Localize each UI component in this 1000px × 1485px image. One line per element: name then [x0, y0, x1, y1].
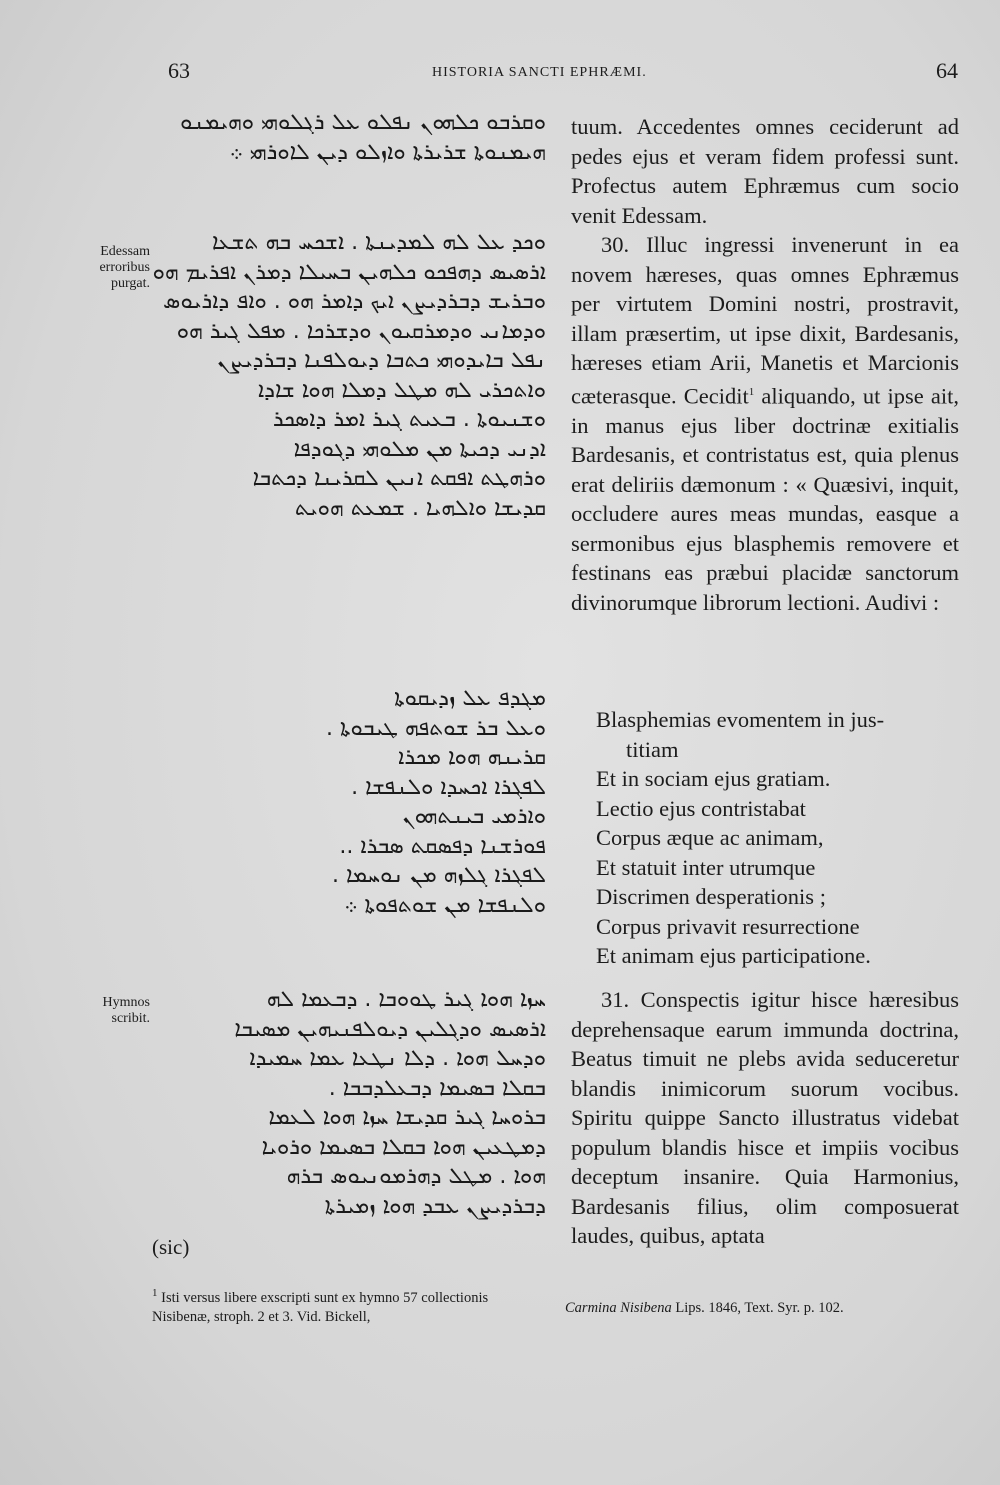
syriac-verse: ܘܠܢܦܫܐ ܡܢ ܫܘܬܦܘܬܐ ܀ — [344, 892, 546, 918]
syriac-line: ܚܙܐ ܗܘܐ ܓܝܪ ܛܘܘܒܐ . ܕܒܥܡܐ ܠܗ — [266, 987, 546, 1012]
latin-verse: Lectio ejus contristabat — [596, 795, 806, 821]
syriac-line: ܩܕܝܫܐ ܘܐܠܗܝܐ . ܫܡܥܬ ܗܘܝܬ — [294, 495, 546, 521]
syriac-verse: ܠܦܓܪܐ ܐܟܚܕܐ ܘܠܢܦܫܐ . — [351, 774, 546, 800]
syriac-line: ܕܒܪܕܝܨܢ ܥܒܕ ܗܘܐ ܙܡܝܪܬܐ — [324, 1193, 546, 1219]
page-header — [0, 58, 1000, 88]
syriac-line: ܕܡܛܥܝܢ ܗܘܐ ܒܩܠܐ ܒܣܝܡܐ ܘܪܘܝܐ — [261, 1134, 546, 1160]
syriac-line: ܘܟܕ ܥܠ ܠܗ ܠܡܕܝܢܬܐ . ܐܫܟܚ ܒܗ ܬܫܥܐ — [212, 230, 546, 255]
syriac-line: ܘܕܡܐܢܝ ܘܕܡܪܩܝܘܢ ܘܕܫܪܟܐ . ܡܦܠ ܓܝܪ ܗܘ — [176, 318, 546, 344]
syriac-line: ܘܐܬܟܪܝ ܠܗ ܡܛܠ ܕܡܠܐ ܗܘܐ ܫܐܕܐ — [257, 377, 546, 403]
page-number-right: 64 — [936, 58, 958, 83]
syriac-column-block-1 — [152, 108, 546, 167]
footnote-left: $^1$ Isti versus libere exscripti sunt ex hymno 57 collectionis Nisibenæ, stroph. 2 et 3. Vid. Bickell, — [152, 1287, 489, 1325]
latin-verse: titiam — [626, 736, 679, 762]
latin-poem — [571, 705, 959, 971]
sic-annotation: (sic) — [152, 1235, 190, 1259]
margin-note-edessam: Edessam erroribus purgat. — [99, 244, 150, 291]
latin-paragraph-1: tuum. Accedentes omnes ceciderunt ad pedes ejus et veram fidem professi sunt. Profectus autem Ephræmus cum socio venit Edessam. 30. Illuc ingressi invenerunt in ea novem hæreses, quas omnes Ephræmus per virtutem Domini nostri, prostravit, illam præsertim, ut ipse dixit, Bardesanis, hæreses etiam Arii, Manetis et Marcionis cæterasque. Cecidit$^1$ aliquando, ut ipse ait, in manus ejus liber doctrinæ exitialis Bardesanis, et contristatus est, quia plenus erat deliriis dæmonum : « Quæsivi, inquit, occludere aures meas mundas, easque a sermonibus ejus blasphemis removere et festinans eas præbui placidæ sanctorum divinorumque librorum lectioni. Audivi : — [571, 112, 959, 617]
syriac-line: ܘܒܪܝܫ ܕܒܪܕܝܨܢ ܐܝܟ ܕܐܡܪ ܗܘ . ܘܐܦ ܕܐܪܝܘܣ — [163, 289, 546, 314]
margin-note-hymnos: Hymnos scribit. — [102, 995, 150, 1026]
syriac-verse: ܩܪܝܢܗ ܗܘܐ ܡܟܪܐ — [398, 745, 546, 770]
latin-verse: Discrimen desperationis ; — [596, 884, 826, 909]
syriac-line: ܘܫܢܝܘܬܐ . ܒܥܝܬ ܓܝܪ ܐܡܪ ܕܐܣܟܪ — [272, 407, 546, 432]
syriac-poem — [152, 684, 546, 920]
latin-verse: Corpus privavit resurrectione — [596, 913, 860, 939]
syriac-verse: ܘܐܪܡܝ ܒܝܢܬܗܘܢ — [402, 804, 546, 829]
syriac-verse: ܘܥܠ ܒܪ ܫܘܬܦܗ ܛܝܒܘܬܐ . — [325, 715, 546, 741]
syriac-column-block-3 — [152, 985, 546, 1221]
syriac-column-block-2 — [152, 228, 546, 523]
footnote-book-title: Carmina Nisibena — [565, 1300, 672, 1316]
syriac-line: ܢܦܠ ܒܐܝܕܘܗܝ ܟܬܒܐ ܕܝܘܠܦܢܐ ܕܒܪܕܝܨܢ — [217, 348, 546, 373]
page-number-left: 63 — [168, 58, 190, 83]
footnote-reference: 1 — [748, 385, 755, 398]
syriac-line: ܘܕܚܠ ܗܘܐ . ܕܠܐ ܢܛܥܐ ܥܡܐ ܚܡܝܕܐ — [249, 1046, 546, 1071]
latin-paragraph-30: 30. Illuc ingressi invenerunt in ea novem hæreses, quas omnes Ephræmus per virtutem Domini nostri, prostravit, illam præsertim, ut ipse dixit, Bardesanis, hæreses etiam Arii, Manetis et Marcionis cæterasque. Cecidit$^1$ aliquando, ut ipse ait, in manus ejus liber doctrinæ exitialis Bardesanis, et contristatus est, quia plenus erat deliriis dæmonum : « Quæsivi, inquit, occludere aures meas mundas, easque a sermonibus ejus blasphemis removere et festinans eas præbui placidæ sanctorum divinorumque librorum lectioni. Audivi : — [571, 232, 959, 615]
syriac-verse: ܦܘܪܫܢܐ ܕܦܣܩܬ ܣܒܪܐ .. — [339, 833, 546, 859]
running-title: HISTORIA SANCTI EPHRÆMI. — [432, 65, 647, 80]
syriac-line: ܐܪܣܝܣ ܕܗܦܟܘ ܟܠܗܝܢ ܒܚܝܠܐ ܕܡܪܢ ܐܦܪܝܡ ܗܘ — [152, 259, 546, 285]
syriac-line: ܒܩܠܐ ܒܣܝܡܐ ܕܒܥܠܕܒܒܐ . — [328, 1075, 546, 1101]
latin-verse: Corpus æque ac animam, — [596, 825, 824, 850]
syriac-line: ܐܕܢܝ ܕܟܝܬܐ ܡܢ ܡܠܘܗܝ ܕܓܘܕܦܐ — [293, 436, 546, 462]
latin-verse: Blasphemias evomentem in jus- — [596, 707, 885, 732]
latin-verse: Et animam ejus participatione. — [596, 943, 871, 968]
footnote-right: Carmina Nisibena Lips. 1846, Text. Syr. p. 102. — [565, 1300, 844, 1316]
latin-verse: Et statuit inter utrumque — [596, 854, 816, 880]
syriac-line: ܘܪܗܛܬ ܐܦܩܬ ܐܢܝܢ ܠܩܪܝܢܐ ܕܟܬܒܐ — [252, 466, 546, 491]
syriac-verse: ܡܓܕܦ ܥܠ ܙܕܝܩܘܬܐ — [394, 686, 546, 711]
syriac-line: ܘܩܪܒܘ ܟܠܗܘܢ ܢܦܠܘ ܥܠ ܪܓܠܘܗܝ ܘܗܝܡܢܘ — [180, 110, 546, 135]
syriac-line: ܒܪܘܚܐ ܓܝܪ ܩܕܝܫܐ ܚܙܐ ܗܘܐ ܠܥܡܐ — [268, 1105, 546, 1130]
syriac-verse: ܠܦܓܪܐ ܓܠܙܗ ܡܢ ܢܘܚܡܐ . — [331, 863, 546, 888]
syriac-line: ܐܪܣܝܣ ܘܕܓܠܝܢ ܕܝܘܠܦܢܝܗܝܢ ܡܣܝܒܐ — [234, 1016, 546, 1042]
syriac-line: ܗܝܡܢܘܬܐ ܫܪܝܪܬܐ ܘܐܙܠܘ ܕܝܢ ܠܐܘܪܗܝ ܀ — [229, 139, 546, 165]
latin-verse: Et in sociam ejus gratiam. — [596, 766, 831, 791]
footnote-number: 1 — [152, 1287, 158, 1299]
latin-paragraph-31: 31. Conspectis igitur hisce hæresibus deprehensaque earum immunda doctrina, Beatus timuit ne plebs avida seduceretur blandis inimicorum suorum vocibus. Spiritu quippe Sancto illustratus videbat populum blandis hisce et impiis vocibus deceptum insanire. Quia Harmonius, Bardesanis filius, olim composuerat laudes, quibus, aptata — [571, 987, 959, 1248]
syriac-line: ܗܘܐ . ܡܛܠ ܕܗܪܡܘܢܝܘܣ ܒܪܗ — [286, 1164, 546, 1189]
